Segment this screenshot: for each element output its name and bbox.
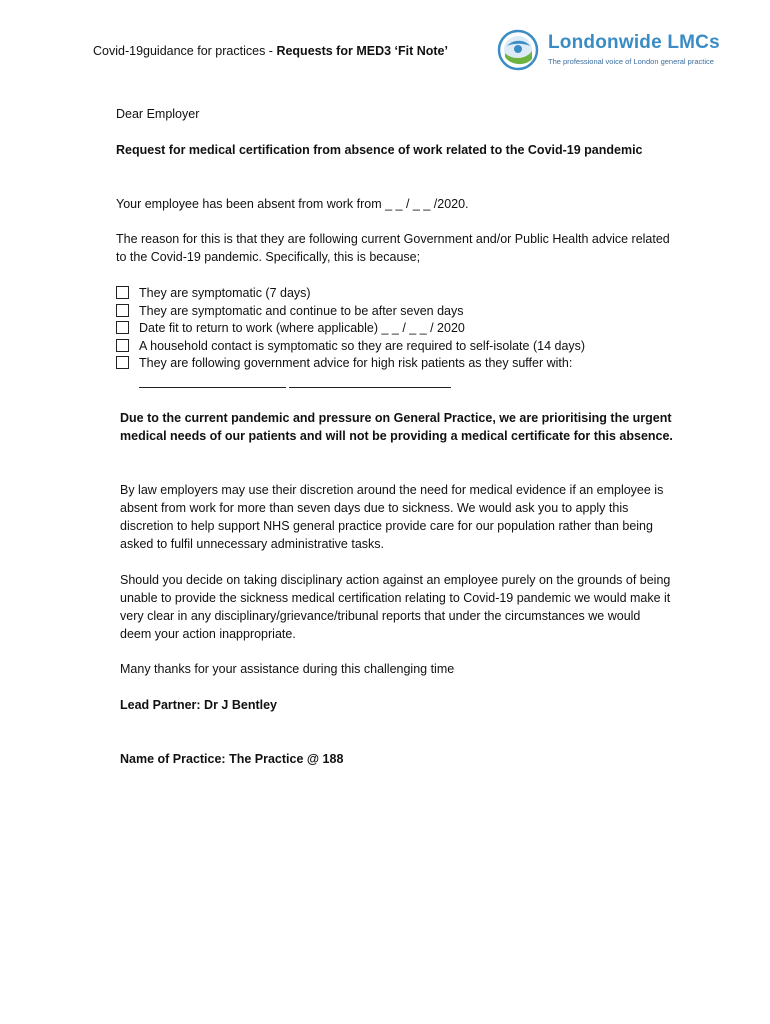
checklist-item-label: They are symptomatic and continue to be after seven days: [139, 303, 464, 318]
checklist-item-label: Date fit to return to work (where applicable) _ _ / _ _ / 2020: [139, 321, 465, 336]
checklist-item-label: They are following government advice for high risk patients as they suffer with:: [139, 356, 573, 371]
logo-name: Londonwide LMCs: [548, 32, 720, 53]
checklist-item: [116, 302, 676, 320]
checklist-item-label: A household contact is symptomatic so they are required to self-isolate (14 days): [139, 338, 586, 353]
letter-heading: Request for medical certification from absence of work related to the Covid-19 pandemic: [116, 143, 643, 157]
lead-partner: Lead Partner: Dr J Bentley: [120, 698, 277, 712]
thanks-line: Many thanks for your assistance during this challenging time: [120, 662, 455, 676]
checklist-item: [116, 337, 676, 355]
salutation: Dear Employer: [116, 107, 200, 121]
checkbox[interactable]: [116, 356, 129, 369]
checklist-item-label: They are symptomatic (7 days): [139, 286, 311, 300]
discretion-paragraph: By law employers may use their discretion around the need for medical evidence if an employee is absent from work for more than seven days due to sickness. We would ask you to apply this discretion to help support NHS general practice provide care for our population rather than being asked to fulfil unnecessary administrative tasks.: [120, 483, 664, 551]
checkbox[interactable]: [116, 339, 129, 352]
reason-paragraph: The reason for this is that they are following current Government and/or Public Health advice related to the Covid-19 pandemic. Specifically, this is because;: [116, 232, 670, 264]
londonwide-logo: [497, 29, 737, 73]
absence-dates-line: Your employee has been absent from work from _ _ / _ _ /2020.: [116, 197, 469, 211]
checklist-item: [116, 354, 676, 372]
priority-statement: Due to the current pandemic and pressure on General Practice, we are prioritising the urgent medical needs of our patients and will not be providing a medical certificate for this absence.: [120, 411, 673, 443]
header-title-prefix: Covid-19guidance for practices -: [93, 44, 277, 58]
londonwide-logo-icon: [497, 29, 539, 71]
reason-checklist: [116, 284, 676, 372]
header-title-bold: Requests for MED3 ‘Fit Note’: [276, 44, 448, 58]
blank-line[interactable]: [139, 375, 286, 388]
practice-name: Name of Practice: The Practice @ 188: [120, 752, 344, 766]
disciplinary-paragraph: Should you decide on taking disciplinary action against an employee purely on the grounds of being unable to provide the sickness medical certification relating to Covid-19 pandemic we would make it very clear in any disciplinary/grievance/tribunal reports that under the circumstances we would deem your action inappropriate.: [120, 573, 671, 641]
page-header: [0, 0, 770, 80]
checkbox[interactable]: [116, 304, 129, 317]
checklist-item: [116, 284, 676, 302]
condition-blank-lines: [139, 375, 454, 389]
blank-line[interactable]: [289, 375, 451, 388]
logo-tagline: The professional voice of London general practice: [548, 57, 714, 66]
checkbox[interactable]: [116, 286, 129, 299]
checkbox[interactable]: [116, 321, 129, 334]
checklist-item: [116, 319, 676, 337]
header-title: [93, 44, 448, 58]
